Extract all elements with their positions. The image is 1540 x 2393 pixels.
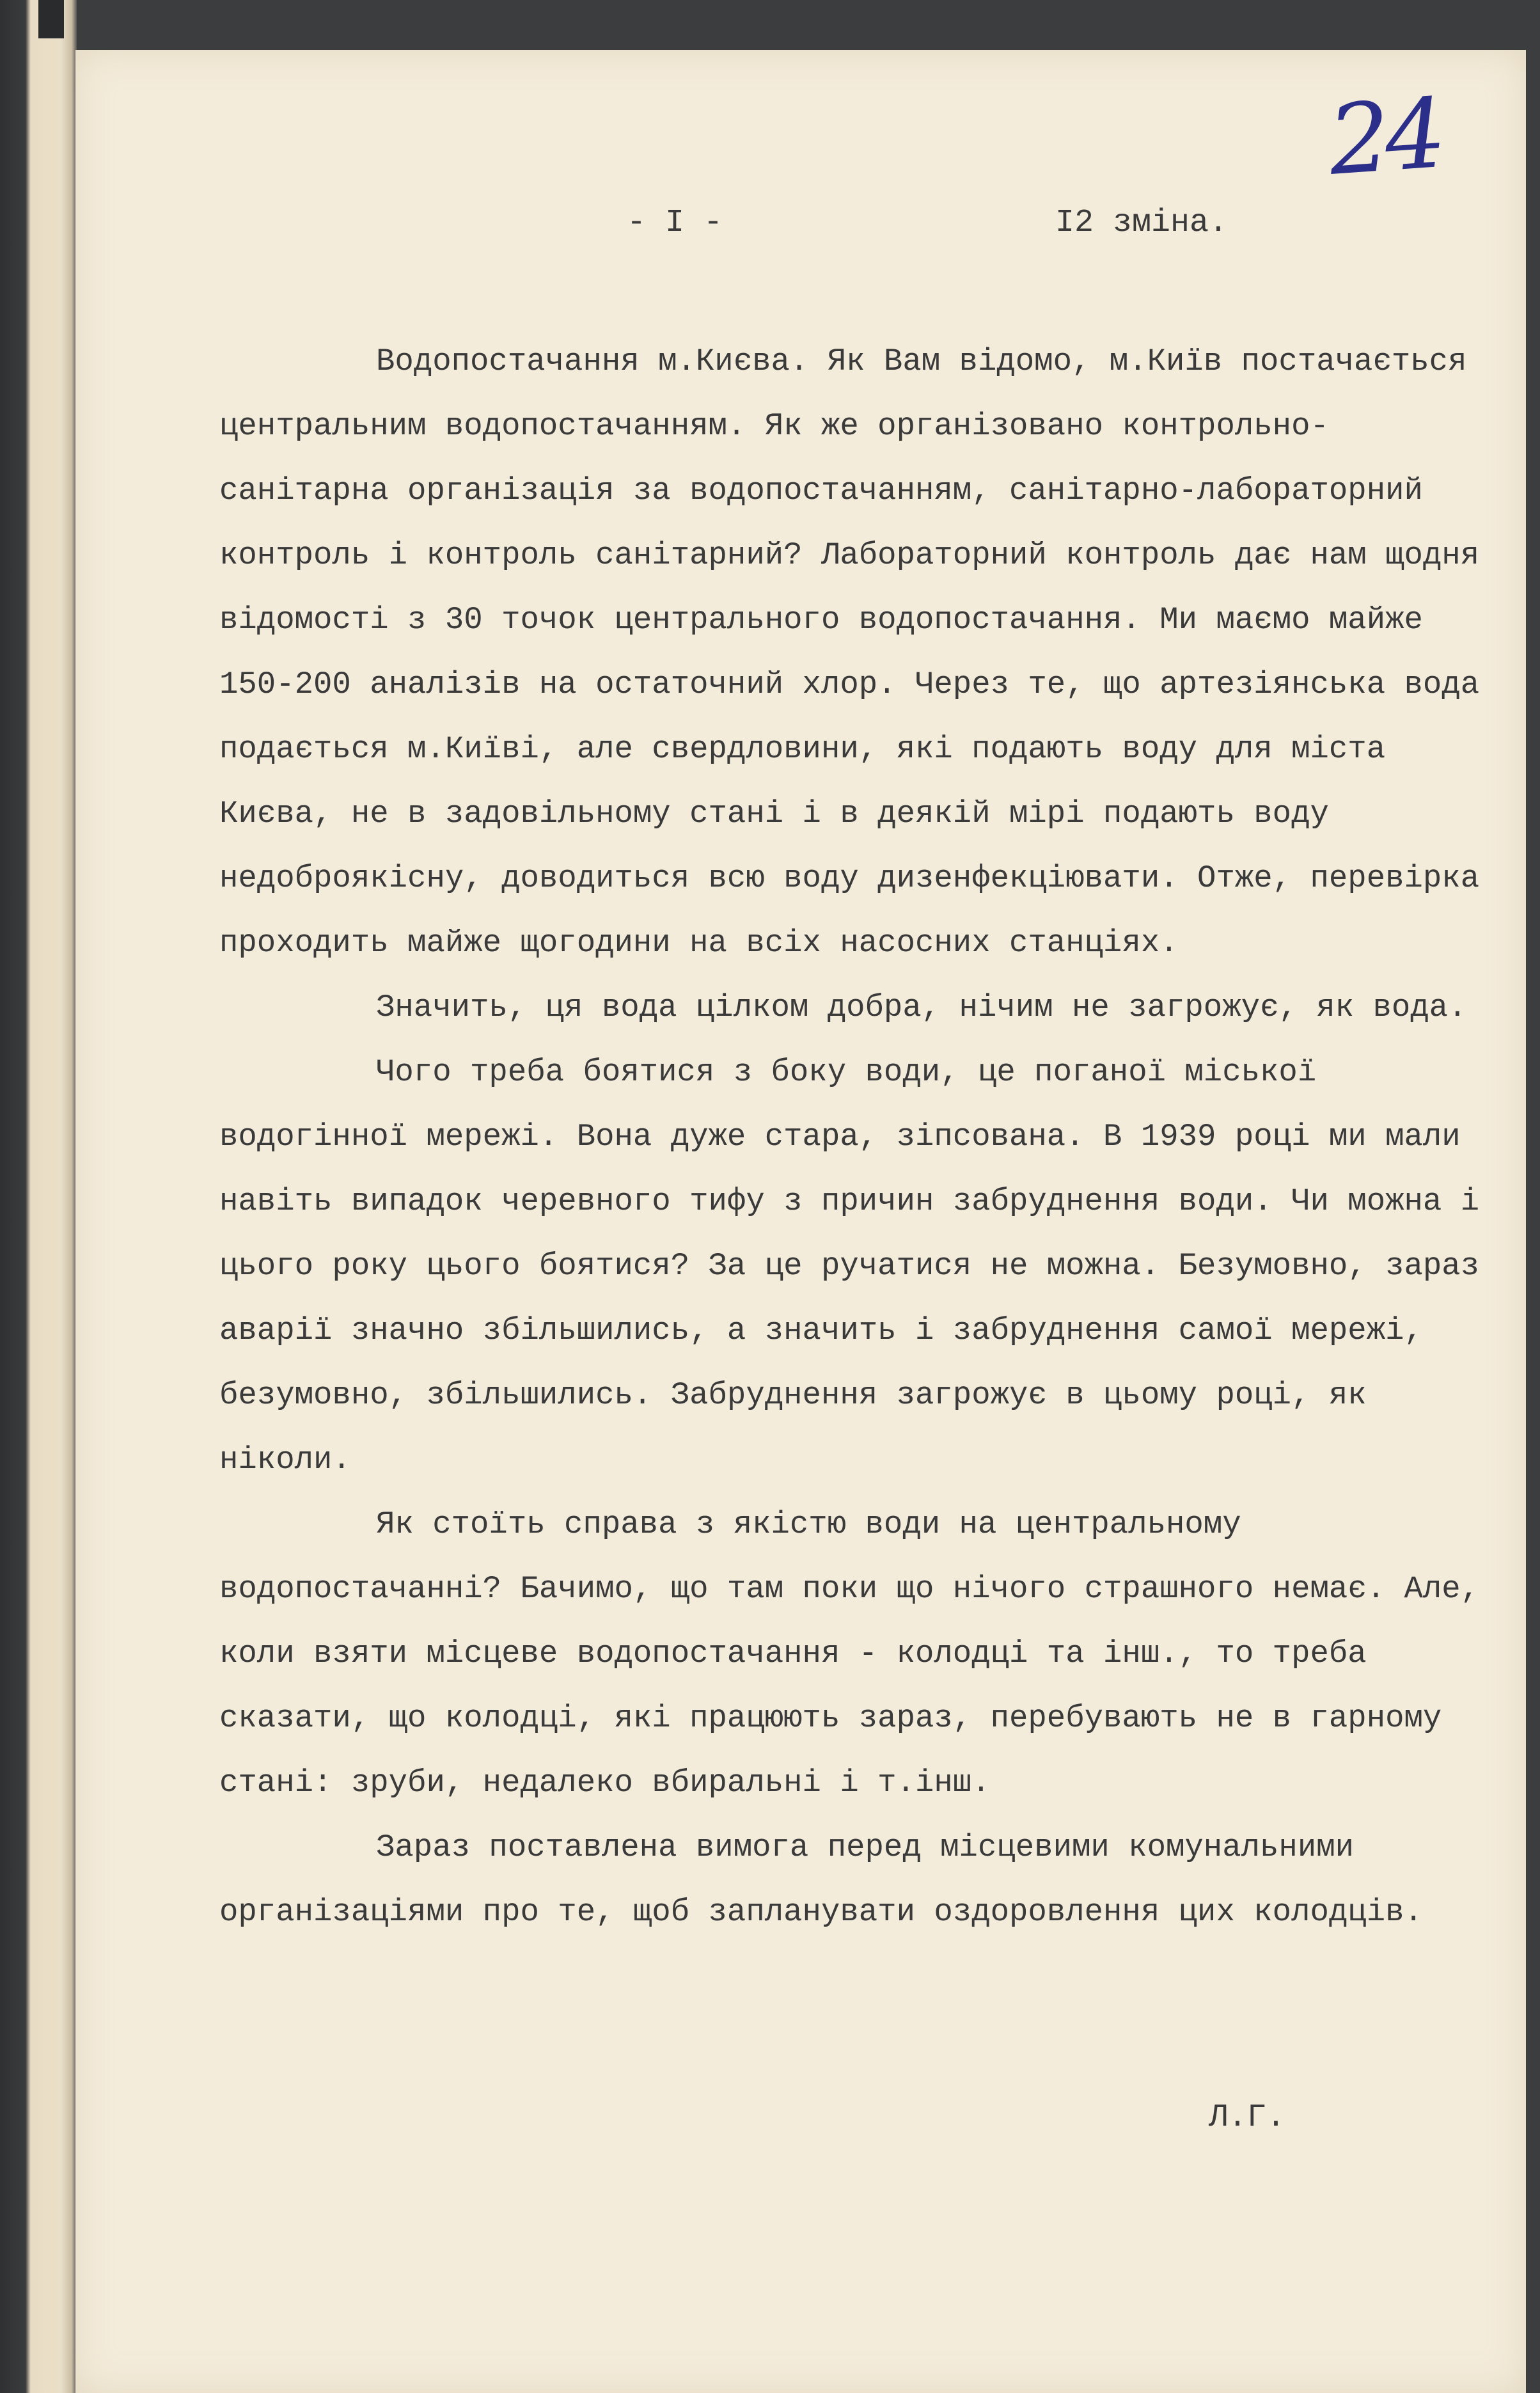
binding-spine: [0, 0, 77, 2393]
paragraph: Чого треба боятися з боку води, це поганої міської водогінної мережі. Вона дуже стара, зіпсована. В 1939 році ми мали навіть випадок черевного тифу з причин забруднення води. Чи можна і цього року цього боятися? За це ручатися не можна. Безумовно, зараз аварії значно збільшились, а значить і забруднення самої мережі, безумовно, збільшились. Забруднення загрожує в цьому році, як ніколи.: [219, 1054, 1480, 1478]
handwritten-page-number: 24: [1325, 78, 1445, 197]
paragraph: Значить, ця вода цілком добра, нічим не загрожує, як вода.: [376, 990, 1467, 1025]
page-marker: - I -: [627, 205, 723, 241]
paragraph: Як стоїть справа з якістю води на центральному водопостачанні? Бачимо, що там поки що нічого страшного немає. Але, коли взяти місцеве водопостачання - колодці та інш., то треба сказати, що колодці, які працюють зараз, перебувають не в гарному стані: зруби, недалеко вбиральні і т.інш.: [219, 1506, 1480, 1801]
document-body: [219, 329, 1492, 1945]
page-header: [0, 192, 1540, 243]
paragraph: Водопостачання м.Києва. Як Вам відомо, м.Київ постачається центральним водопостачанням. Як же організовано контрольно-санітарна організація за водопостачанням, санітарно-лабораторний контроль і контроль санітарний? Лабораторний контроль дає нам щодня відомості з 30 точок центрального водопостачання. Ми маємо майже 150-200 аналізів на остаточний хлор. Через те, що артезіянська вода подається м.Київі, але свердловини, які подають воду для міста Києва, не в задовільному стані і в деякій мірі подають воду недоброякісну, доводиться всю воду дизенфекціювати. Отже, перевірка проходить майже щогодини на всіх насосних станціях.: [219, 344, 1480, 961]
shift-label: I2 зміна.: [1055, 205, 1229, 241]
binding-clip: [38, 0, 64, 38]
paragraph: Зараз поставлена вимога перед місцевими комунальними організаціями про те, щоб запланувати оздоровлення цих колодців.: [219, 1829, 1423, 1930]
signature-initials: Л.Г.: [1209, 2099, 1286, 2136]
